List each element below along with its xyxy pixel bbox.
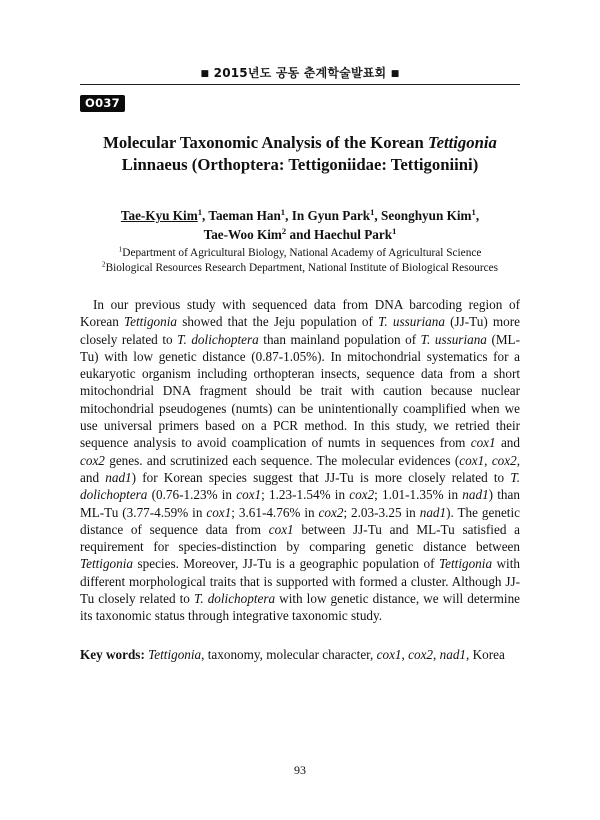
abstract-italic-term: T. dolichoptera	[80, 469, 520, 503]
author-name: Haechul Park	[314, 227, 393, 242]
author-separator: ,	[475, 208, 480, 223]
affiliation-mark: 1	[118, 244, 123, 254]
abstract-italic-term: cox2	[318, 504, 344, 520]
abstract-italic-term: cox1	[236, 487, 262, 503]
abstract-text: ,	[484, 452, 492, 468]
abstract-text: (ML-Tu) with low genetic distance (0.87-1.05%). In mitochondrial systematics for a eukaryotic organism including orthopteran insects, sequence data from a short mitochondrial DNA fragment should be trait with caution because nuclear mitochondrial pseudogenes (numts) can be unintentionally coamplified when we use universal primers based on a PCR method. In this study, we retried their sequence analysis to avoid coamplication of numts in sequences from	[80, 331, 521, 451]
keyword-italic: cox2	[408, 647, 434, 662]
abstract-text: (JJ-Tu) more closely related to	[80, 314, 520, 347]
abstract-italic-term: T. dolichoptera	[177, 331, 259, 347]
square-bullet-icon: ■	[200, 69, 210, 79]
abstract-text: In our previous study with sequenced data from DNA barcoding region of Korean	[80, 297, 520, 330]
keywords-values	[148, 647, 505, 662]
abstract-text: and	[495, 435, 520, 451]
affiliation-text: Department of Agricultural Biology, National Academy of Agricultural Science	[122, 247, 482, 259]
title-text: Molecular Taxonomic Analysis of the Korean	[103, 133, 428, 152]
author-affiliation-mark: 1	[370, 206, 375, 217]
abstract-text: showed that the Jeju population of	[177, 314, 379, 330]
affiliation-list	[80, 246, 520, 276]
keyword-text: ,	[433, 647, 440, 662]
abstract-code-badge: O037	[80, 95, 125, 112]
abstract-italic-term: cox1	[268, 521, 294, 537]
abstract-text: ; 1.23-1.54% in	[261, 487, 350, 503]
affiliation-line	[80, 261, 520, 276]
abstract-italic-term: nad1	[105, 469, 132, 485]
header-divider	[80, 84, 520, 85]
author-name: Tae-Kyu Kim	[120, 208, 198, 223]
abstract-text: ; 2.03-3.25 in	[343, 504, 420, 520]
keyword-italic: Tettigonia	[148, 647, 202, 662]
title-genus: Tettigonia	[427, 133, 497, 152]
abstract-italic-term: cox2	[349, 487, 375, 503]
affiliation-text: Biological Resources Research Department, National Institute of Biological Resources	[105, 262, 499, 274]
abstract-italic-term: Tettigonia	[439, 556, 493, 572]
abstract-text: with different morphological traits that is supported with formed a cluster. Although JJ-Tu closely related to	[80, 556, 520, 607]
abstract-italic-term: cox1	[206, 504, 232, 520]
abstract-text: ) for Korean species suggest that JJ-Tu is more closely related to	[131, 469, 511, 485]
abstract-italic-term: cox1	[459, 452, 485, 468]
abstract-text: with low genetic distance, we will determine its taxonomic status through integrative taxonomic study.	[80, 591, 521, 624]
author-name: In Gyun Park	[291, 208, 371, 223]
author-affiliation-mark: 1	[471, 206, 476, 217]
conference-header	[0, 64, 600, 81]
author-affiliation-mark: 1	[197, 206, 202, 217]
abstract-italic-term: cox1	[470, 435, 496, 451]
author-affiliation-mark: 1	[392, 225, 397, 236]
abstract-text: , and	[80, 452, 521, 485]
keyword-text: ,	[401, 647, 409, 662]
keywords-label: Key words:	[80, 647, 145, 662]
author-name: Tae-Woo Kim	[203, 227, 282, 242]
page-number: 93	[294, 763, 306, 777]
paper-title	[80, 132, 520, 176]
abstract-text: ; 1.01-1.35% in	[374, 487, 463, 503]
abstract-italic-term: T. ussuriana	[378, 314, 445, 330]
author-separator: ,	[202, 208, 209, 223]
abstract-italic-term: nad1	[462, 487, 489, 503]
abstract-italic-term: cox2	[80, 452, 105, 468]
abstract-italic-term: Tettigonia	[124, 314, 178, 330]
keyword-italic: nad1	[439, 647, 466, 662]
author-separator: ,	[285, 208, 292, 223]
abstract-body	[80, 296, 520, 625]
abstract-italic-term: T. ussuriana	[420, 331, 487, 347]
abstract-italic-term: cox2	[491, 452, 517, 468]
abstract-text: ) than ML-Tu (3.77-4.59% in	[80, 487, 520, 520]
author-affiliation-mark: 2	[281, 225, 287, 236]
affiliation-mark: 2	[101, 259, 106, 269]
author-separator: and	[286, 227, 315, 242]
abstract-text: than mainland population of	[258, 331, 421, 347]
keyword-text: , Korea	[466, 647, 505, 662]
abstract-text: genes. and scrutinized each sequence. The molecular evidences (	[104, 452, 460, 468]
keyword-italic: cox1	[376, 647, 402, 662]
abstract-text: (0.76-1.23% in	[147, 487, 237, 503]
author-name: Seonghyun Kim	[381, 208, 472, 223]
abstract-text: ; 3.61-4.76% in	[231, 504, 319, 520]
author-separator: ,	[374, 208, 381, 223]
keywords	[80, 646, 520, 663]
keyword-text: , taxonomy, molecular character,	[201, 647, 377, 662]
author-name: Taeman Han	[208, 208, 281, 223]
abstract-italic-term: nad1	[419, 504, 447, 520]
abstract-text: ). The genetic distance of sequence data from	[80, 504, 520, 537]
title-text-line2: Linnaeus (Orthoptera: Tettigoniidae: Tettigoniini)	[121, 155, 479, 174]
conference-title: 2015년도 공동 춘계학술발표회	[213, 66, 387, 80]
abstract-text: between JJ-Tu and ML-Tu satisfied a requirement for species-distinction by comparing genetic distance between	[80, 521, 520, 555]
author-list	[80, 206, 520, 244]
square-bullet-icon: ■	[390, 69, 400, 79]
author-affiliation-mark: 1	[280, 206, 286, 217]
abstract-italic-term: T. dolichoptera	[193, 591, 276, 607]
affiliation-line	[80, 246, 520, 261]
abstract-italic-term: Tettigonia	[80, 556, 134, 572]
abstract-text: species. Moreover, JJ-Tu is a geographic population of	[133, 556, 440, 572]
